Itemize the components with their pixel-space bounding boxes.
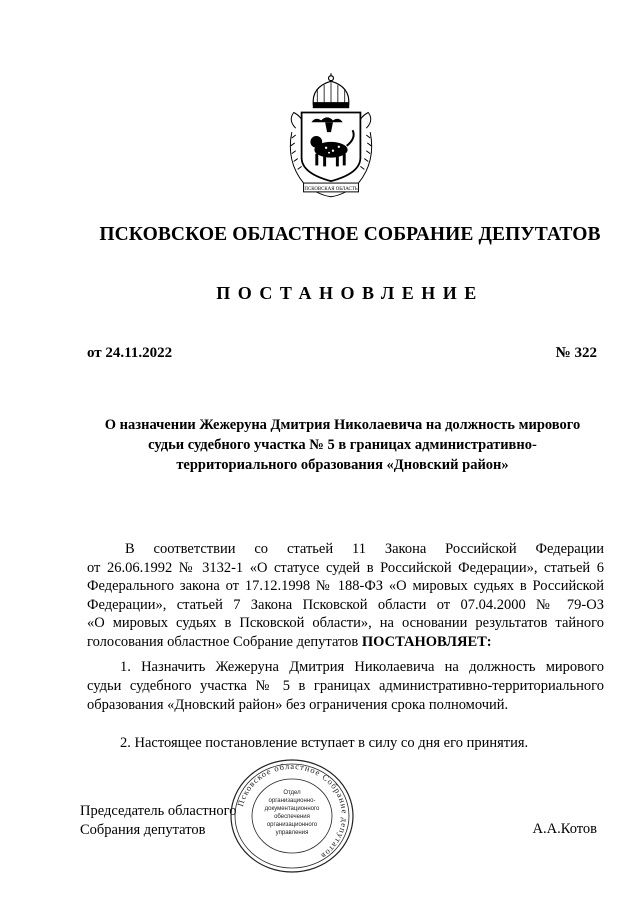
- subject-line: территориального образования «Дновский район»: [176, 457, 509, 473]
- document-type-title: ПОСТАНОВЛЕНИЕ: [216, 283, 484, 303]
- emblem-motto: ПСКОВСКАЯ ОБЛАСТЬ: [304, 186, 358, 192]
- preamble-line: Федерации», статьей 7 Закона Псковской области от 07.04.2000 № 79-ОЗ: [87, 596, 604, 613]
- resolution-item-2: 2. Настоящее постановление вступает в силу со дня его принятия.: [120, 735, 529, 751]
- preamble-line: «О мировых судьях в Псковской области», на основании результатов тайного: [87, 615, 604, 632]
- stamp-center-line: управления: [275, 830, 309, 836]
- document-number: № 322: [555, 345, 597, 361]
- signature-position-line: Собрания депутатов: [80, 822, 206, 838]
- stamp-center-line: документационного: [264, 806, 320, 812]
- stamp-center-line: Отдел: [283, 790, 301, 796]
- preamble-paragraph: [87, 540, 604, 652]
- stamp-center-line: обеспечения: [274, 814, 310, 820]
- stamp-center-line: организационно-: [268, 798, 316, 804]
- signature-position-line: Председатель областного: [80, 803, 237, 819]
- coat-of-arms-emblem: [282, 72, 380, 202]
- signatory-name: А.А.Котов: [532, 821, 597, 837]
- item-line: образования «Дновский район» без ограничения срока полномочий.: [87, 697, 509, 713]
- subject-line: О назначении Жежеруна Дмитрия Николаевича на должность мирового: [104, 417, 581, 433]
- document-date: от 24.11.2022: [87, 345, 173, 361]
- official-stamp: [228, 757, 356, 875]
- item-line: 1. Назначить Жежеруна Дмитрия Николаевича на должность мирового: [120, 659, 604, 675]
- preamble-line: [87, 633, 604, 652]
- subject-line: судьи судебного участка № 5 в границах административно-: [148, 437, 537, 453]
- signature-position: [80, 802, 236, 840]
- stamp-ring-text: Псковское областное Собрание депутатов: [235, 760, 351, 862]
- preamble-last-text: голосования областное Собрание депутатов: [87, 633, 362, 650]
- crown-icon: [313, 73, 349, 107]
- preamble-line: Федерального закона от 17.12.1998 № 188-ФЗ «О мировых судьях в Российской: [87, 578, 604, 595]
- stamp-center-line: организационного: [266, 822, 318, 828]
- document-subject: [70, 415, 615, 475]
- preamble-line: В соответствии со статьей 11 Закона Российской Федерации: [125, 541, 604, 557]
- preamble-line: от 26.06.1992 № 3132-1 «О статусе судей в Российской Федерации», статьей 6: [87, 559, 604, 576]
- decree-word: ПОСТАНОВЛЯЕТ:: [361, 633, 492, 650]
- item-line: судьи судебного участка № 5 в границах административно-территориального: [87, 678, 604, 694]
- resolution-item-1: [87, 658, 604, 715]
- organization-title: ПСКОВСКОЕ ОБЛАСТНОЕ СОБРАНИЕ ДЕПУТАТОВ: [99, 224, 601, 245]
